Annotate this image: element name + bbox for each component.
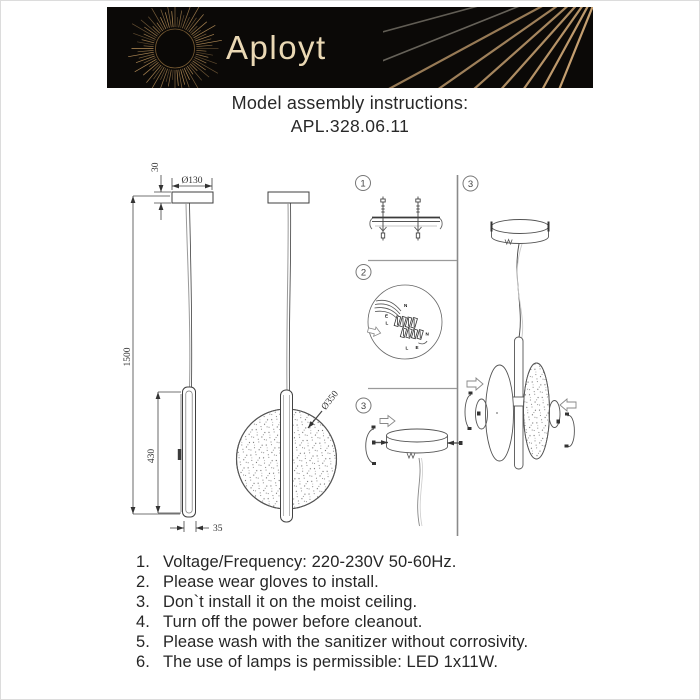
direction-arrow-icon — [560, 399, 576, 411]
wire-label-n2: N — [425, 331, 429, 337]
step-1-badge — [356, 176, 371, 191]
direction-arrow-icon — [467, 378, 483, 390]
instruction-item: 5. Please wash with the sanitizer without corrosivity. — [136, 633, 529, 651]
mounting-screw — [415, 197, 422, 241]
dim-rod-length: 430 — [147, 448, 157, 464]
svg-text:3: 3 — [360, 401, 367, 412]
instruction-list — [136, 552, 596, 672]
model-number: APL.328.06.11 — [290, 116, 410, 136]
wire-label-l1: L — [385, 320, 389, 326]
svg-text:3: 3 — [467, 179, 474, 190]
dimension-drawing — [123, 162, 341, 534]
step-1-drawing — [370, 197, 442, 241]
final-assembly-drawing — [465, 220, 576, 470]
final-step-badge — [463, 176, 478, 191]
svg-text:1: 1 — [360, 178, 366, 190]
mounting-screw — [380, 197, 387, 241]
dim-canopy-height: 30 — [151, 162, 161, 172]
brand-name: Aployt — [226, 29, 327, 66]
step-2-drawing — [367, 285, 442, 359]
wire-label-n1: N — [404, 303, 408, 308]
step-3-badge — [356, 398, 371, 413]
dim-overall-height: 1500 — [123, 347, 133, 367]
instruction-item: 1. Voltage/Frequency: 220-230V 50-60Hz. — [136, 553, 457, 571]
pendant-side-view — [172, 192, 213, 517]
step-3-drawing — [366, 416, 463, 527]
dim-disk-diameter: Ø350 — [319, 389, 341, 413]
dim-rod-width: 35 — [213, 524, 223, 534]
instruction-item: 2. Please wear gloves to install. — [136, 573, 379, 591]
wire-label-e2: E — [415, 345, 419, 350]
wire-label-l2: L — [405, 345, 409, 351]
instruction-item: 6. The use of lamps is permissible: LED 1x11W. — [136, 653, 499, 671]
svg-text:2: 2 — [360, 267, 367, 279]
step-2-badge — [356, 265, 371, 280]
instruction-item: 3. Don`t install it on the moist ceiling. — [136, 593, 418, 611]
page-title: Model assembly instructions: — [231, 93, 469, 113]
wire-label-e1: E — [385, 313, 389, 319]
direction-arrow-icon — [380, 416, 395, 427]
instruction-item: 4. Turn off the power before cleanout. — [136, 613, 423, 631]
pendant-front-view — [237, 192, 337, 522]
dim-canopy-diameter: Ø130 — [181, 176, 203, 186]
